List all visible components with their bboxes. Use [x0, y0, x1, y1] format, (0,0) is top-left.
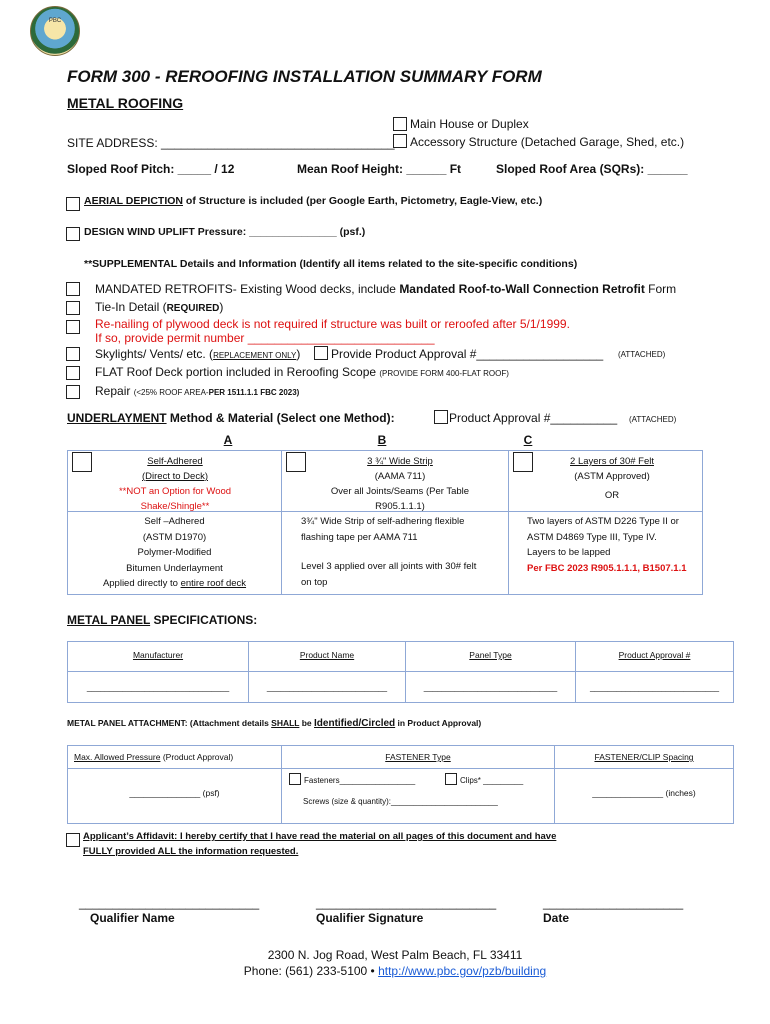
option-c-checkbox[interactable]: [513, 452, 533, 472]
main-house-checkbox[interactable]: [393, 117, 407, 131]
tie-in-detail-checkbox[interactable]: [66, 301, 80, 315]
affidavit-checkbox[interactable]: [66, 833, 80, 847]
underlayment-approval-field[interactable]: Product Approval #__________: [449, 411, 618, 425]
renailing-checkbox[interactable]: [66, 320, 80, 334]
max-pressure-field[interactable]: _______________ (psf): [129, 788, 220, 798]
qualifier-name-field[interactable]: ___________________________: [79, 896, 260, 910]
logo-text: PBC: [48, 18, 62, 24]
flat-roof-checkbox[interactable]: [66, 366, 80, 380]
repair-checkbox[interactable]: [66, 385, 80, 399]
form-title: FORM 300 - REROOFING INSTALLATION SUMMARY FORM: [67, 67, 542, 86]
flat-roof-label: FLAT Roof Deck portion included in Reroofing Scope (PROVIDE FORM 400-FLAT ROOF): [95, 365, 509, 379]
affidavit-line-1: Applicant’s Affidavit: I hereby certify that I have read the material on all pages of this document and have: [83, 831, 557, 842]
underlayment-heading: UNDERLAYMENT Method & Material (Select one Method):: [67, 411, 395, 425]
manufacturer-header: Manufacturer: [132, 650, 184, 660]
attached-note: (ATTACHED): [618, 350, 666, 359]
footer-contact: Phone: (561) 233-5100 • http://www.pbc.gov/pzb/building: [243, 964, 547, 978]
panel-type-header: Panel Type: [469, 650, 512, 660]
mandated-retrofits-checkbox[interactable]: [66, 282, 80, 296]
fasteners-field[interactable]: Fasteners_________________: [304, 776, 416, 785]
permit-number-field[interactable]: If so, provide permit number ____________________________: [95, 331, 435, 345]
panel-type-field[interactable]: ______________________________: [423, 683, 558, 692]
fastener-spacing-field[interactable]: _______________ (inches): [592, 788, 696, 798]
manufacturer-field[interactable]: ________________________________: [86, 683, 230, 692]
product-name-field[interactable]: ___________________________: [266, 683, 388, 692]
provide-approval-field[interactable]: Provide Product Approval #___________________: [331, 347, 604, 361]
site-address-field[interactable]: SITE ADDRESS: ___________________________________: [67, 136, 395, 150]
design-wind-field[interactable]: DESIGN WIND UPLIFT Pressure: _______________ (psf.): [84, 226, 366, 238]
option-b-checkbox[interactable]: [286, 452, 306, 472]
product-approval-header: Product Approval #: [618, 650, 691, 660]
building-website-link[interactable]: http://www.pbc.gov/pzb/building: [378, 964, 547, 978]
fastener-spacing-header: FASTENER/CLIP Spacing: [594, 752, 694, 762]
date-label: Date: [543, 911, 570, 925]
renailing-note: Re-nailing of plywood deck is not required if structure was built or reroofed after 5/1/1999.: [95, 317, 570, 331]
affidavit-line-2: FULLY provided ALL the information requested.: [83, 846, 299, 857]
footer-address: 2300 N. Jog Road, West Palm Beach, FL 33411: [267, 948, 523, 962]
option-c-description: 2 Layers of 30# Felt (ASTM Approved) OR: [570, 456, 654, 501]
clips-checkbox[interactable]: [445, 773, 457, 785]
main-house-label: Main House or Duplex: [410, 117, 529, 131]
option-c-details: Two layers of ASTM D226 Type II or ASTM D4869 Type III, Type IV. Layers to be lapped Per FBC 2023 R905.1.1.1, B1507.1.1: [527, 516, 687, 574]
option-a-checkbox[interactable]: [72, 452, 92, 472]
roof-area-field[interactable]: Sloped Roof Area (SQRs): ______: [496, 162, 688, 176]
column-c-label: C: [523, 433, 533, 447]
underlayment-attached: (ATTACHED): [629, 415, 677, 424]
product-name-header: Product Name: [299, 650, 355, 660]
design-wind-checkbox[interactable]: [66, 227, 80, 241]
option-a-details: Self –Adhered (ASTM D1970) Polymer-Modified Bitumen Underlayment Applied directly to entire roof deck: [102, 516, 247, 589]
qualifier-signature-field[interactable]: ___________________________: [316, 896, 497, 910]
max-pressure-header: Max. Allowed Pressure (Product Approval): [74, 752, 234, 762]
county-seal-logo: [30, 6, 80, 56]
column-b-label: B: [377, 433, 387, 447]
option-b-details: 3¾" Wide Strip of self-adhering flexible flashing tape per AAMA 711 Level 3 applied over all joints with 30# felt on top: [301, 516, 477, 588]
mandated-retrofits-label: MANDATED RETROFITS- Existing Wood decks, include Mandated Roof-to-Wall Connection Retrofit Form: [95, 282, 677, 296]
roof-pitch-field[interactable]: Sloped Roof Pitch: _____ / 12: [67, 162, 235, 176]
date-field[interactable]: _____________________: [543, 896, 684, 910]
product-approval-field[interactable]: _____________________________: [589, 683, 720, 692]
supplemental-heading: **SUPPLEMENTAL Details and Information (Identify all items related to the site-specific conditions): [84, 258, 578, 270]
tie-in-detail-label: Tie-In Detail (REQUIRED): [95, 300, 224, 314]
aerial-depiction-label: AERIAL DEPICTION of Structure is included (per Google Earth, Pictometry, Eagle-View, etc.): [84, 195, 543, 207]
fasteners-checkbox[interactable]: [289, 773, 301, 785]
option-b-description: 3 ¾" Wide Strip (AAMA 711) Over all Joints/Seams (Per Table R905.1.1.1): [330, 456, 470, 512]
accessory-structure-label: Accessory Structure (Detached Garage, Shed, etc.): [410, 135, 685, 149]
repair-label: Repair (<25% ROOF AREA-PER 1511.1.1 FBC 2023): [95, 384, 300, 398]
underlayment-approval-checkbox[interactable]: [434, 410, 448, 424]
qualifier-signature-label: Qualifier Signature: [316, 911, 424, 925]
option-a-description: Self-Adhered (Direct to Deck) **NOT an Option for Wood Shake/Shingle**: [118, 456, 232, 512]
accessory-structure-checkbox[interactable]: [393, 134, 407, 148]
qualifier-name-label: Qualifier Name: [90, 911, 175, 925]
fastener-type-header: FASTENER Type: [385, 752, 451, 762]
skylights-checkbox[interactable]: [66, 347, 80, 361]
column-a-label: A: [223, 433, 233, 447]
skylights-label: Skylights/ Vents/ etc. (REPLACEMENT ONLY): [95, 347, 301, 361]
provide-approval-checkbox[interactable]: [314, 346, 328, 360]
aerial-depiction-checkbox[interactable]: [66, 197, 80, 211]
mean-roof-height-field[interactable]: Mean Roof Height: ______ Ft: [297, 162, 462, 176]
clips-field[interactable]: Clips* _________: [460, 776, 524, 785]
form-subtitle: METAL ROOFING: [67, 95, 184, 111]
metal-panel-heading: METAL PANEL SPECIFICATIONS:: [67, 613, 258, 627]
screws-field[interactable]: Screws (size & quantity):________________________: [303, 797, 498, 806]
attachment-heading: METAL PANEL ATTACHMENT: (Attachment details SHALL be Identified/Circled in Product Approval): [67, 718, 482, 729]
